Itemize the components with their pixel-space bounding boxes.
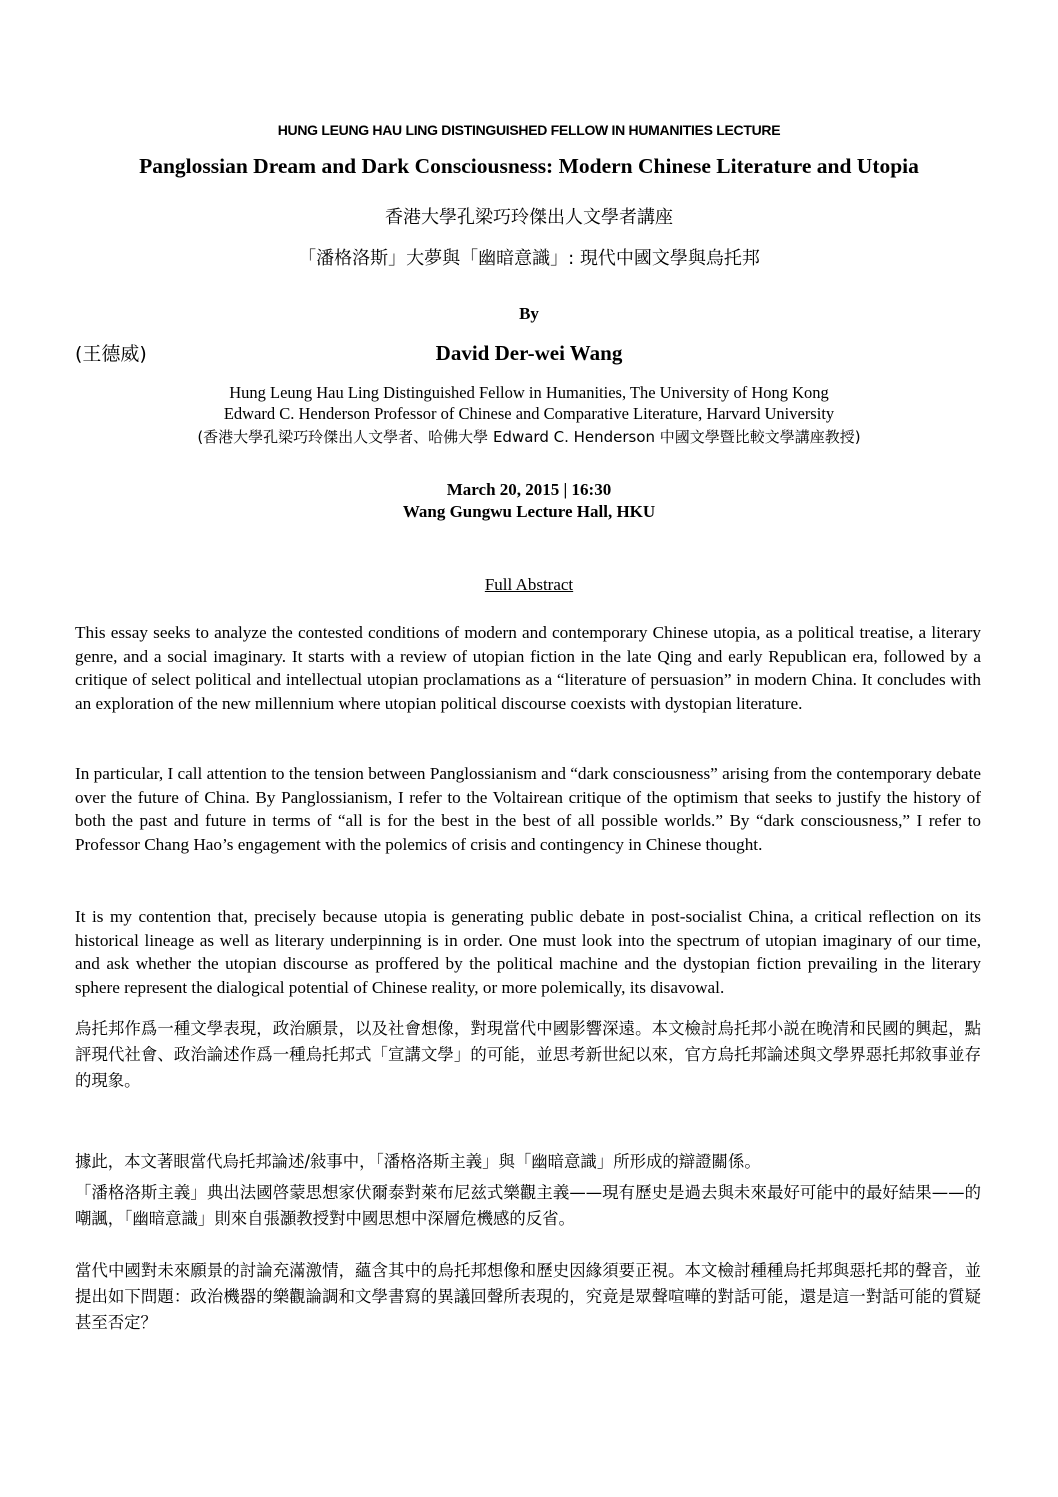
speaker-affiliation-harvard: Edward C. Henderson Professor of Chinese and Comparative Literature, Harvard University [223, 404, 835, 423]
event-datetime: March 20, 2015 | 16:30 [446, 480, 612, 499]
event-venue: Wang Gungwu Lecture Hall, HKU [402, 502, 656, 521]
abstract-paragraph-zh: 「潘格洛斯主義」典出法國啓蒙思想家伏爾泰對萊布尼兹式樂觀主義——現有歷史是過去與未來最好可能中的最好結果——的嘲諷，「幽暗意識」則來自張灝教授對中國思想中深層危機感的反省。 [75, 1183, 981, 1228]
abstract-paragraph-en: It is my contention that, precisely because utopia is generating public debate in post-socialist China, a critical reflection on its historical lineage as well as literary underpinning is in order. One must look into the spectrum of utopian imaginary of our time, and ask whether the utopian discourse as proffered by the political machine and the dystopian fiction prevailing in the literary sphere represent the dialogical potential of Chinese reality, or more polemically, its disavowal. [75, 907, 981, 997]
speaker-name-chinese: (王德威) [75, 343, 147, 365]
abstract-paragraph-zh: 當代中國對未來願景的討論充滿激情，蘊含其中的烏托邦想像和歷史因緣須要正視。本文檢討種種烏托邦與惡托邦的聲音，並提出如下問題：政治機器的樂觀論調和文學書寫的異議回聲所表現的，究竟是眾聲喧嘩的對話可能，還是這一對話可能的質疑甚至否定？ [75, 1261, 981, 1332]
lecture-series-title-chinese: 香港大學孔梁巧玲傑出人文學者講座 [385, 207, 673, 228]
lecture-title: Panglossian Dream and Dark Consciousness: Modern Chinese Literature and Utopia [139, 154, 919, 178]
abstract-heading: Full Abstract [484, 575, 574, 594]
lecture-series-title: HUNG LEUNG HAU LING DISTINGUISHED FELLOW IN HUMANITIES LECTURE [277, 122, 781, 138]
abstract-paragraph-en: This essay seeks to analyze the contested conditions of modern and contemporary Chinese utopia, as a political treatise, a literary genre, and a social imaginary. It starts with a review of utopian fiction in the late Qing and early Republican era, followed by a critique of select political and intellectual utopian proclamations as a “literature of persuasion” in modern China. It concludes with an exploration of the new millennium where utopian political discourse coexists with dystopian literature. [75, 623, 981, 713]
speaker-name-english: David Der-wei Wang [435, 341, 623, 365]
abstract-paragraph-zh: 據此，本文著眼當代烏托邦論述/敍事中，「潘格洛斯主義」與「幽暗意識」所形成的辯證關係。 [75, 1152, 761, 1171]
by-label: By [519, 304, 539, 323]
abstract-paragraph-zh: 烏托邦作爲一種文學表現，政治願景，以及社會想像，對現當代中國影響深遠。本文檢討烏托邦小説在晚清和民國的興起，點評現代社會、政治論述作爲一種烏托邦式「宣講文學」的可能，並思考新世紀以來，官方烏托邦論述與文學界惡托邦敘事並存的現象。 [75, 1019, 981, 1090]
abstract-paragraph-en: In particular, I call attention to the tension between Panglossianism and “dark consciousness” arising from the contemporary debate over the future of China. By Panglossianism, I refer to the Voltairean critique of the optimism that seeks to justify the history of both the past and future in terms of “all is for the best in the best of all possible worlds.” By “dark consciousness,” I refer to Professor Chang Hao’s engagement with the polemics of crisis and contingency in Chinese thought. [75, 764, 981, 854]
lecture-title-chinese: 「潘格洛斯」大夢與「幽暗意識」: 現代中國文學與烏托邦 [298, 248, 760, 269]
speaker-affiliation-hku: Hung Leung Hau Ling Distinguished Fellow in Humanities, The University of Hong Kong [229, 383, 829, 402]
speaker-affiliation-chinese: (香港大學孔梁巧玲傑出人文學者、哈佛大學 Edward C. Henderson 中國文學暨比較文學講座教授) [197, 428, 861, 446]
speaker-name [0, 341, 1058, 366]
